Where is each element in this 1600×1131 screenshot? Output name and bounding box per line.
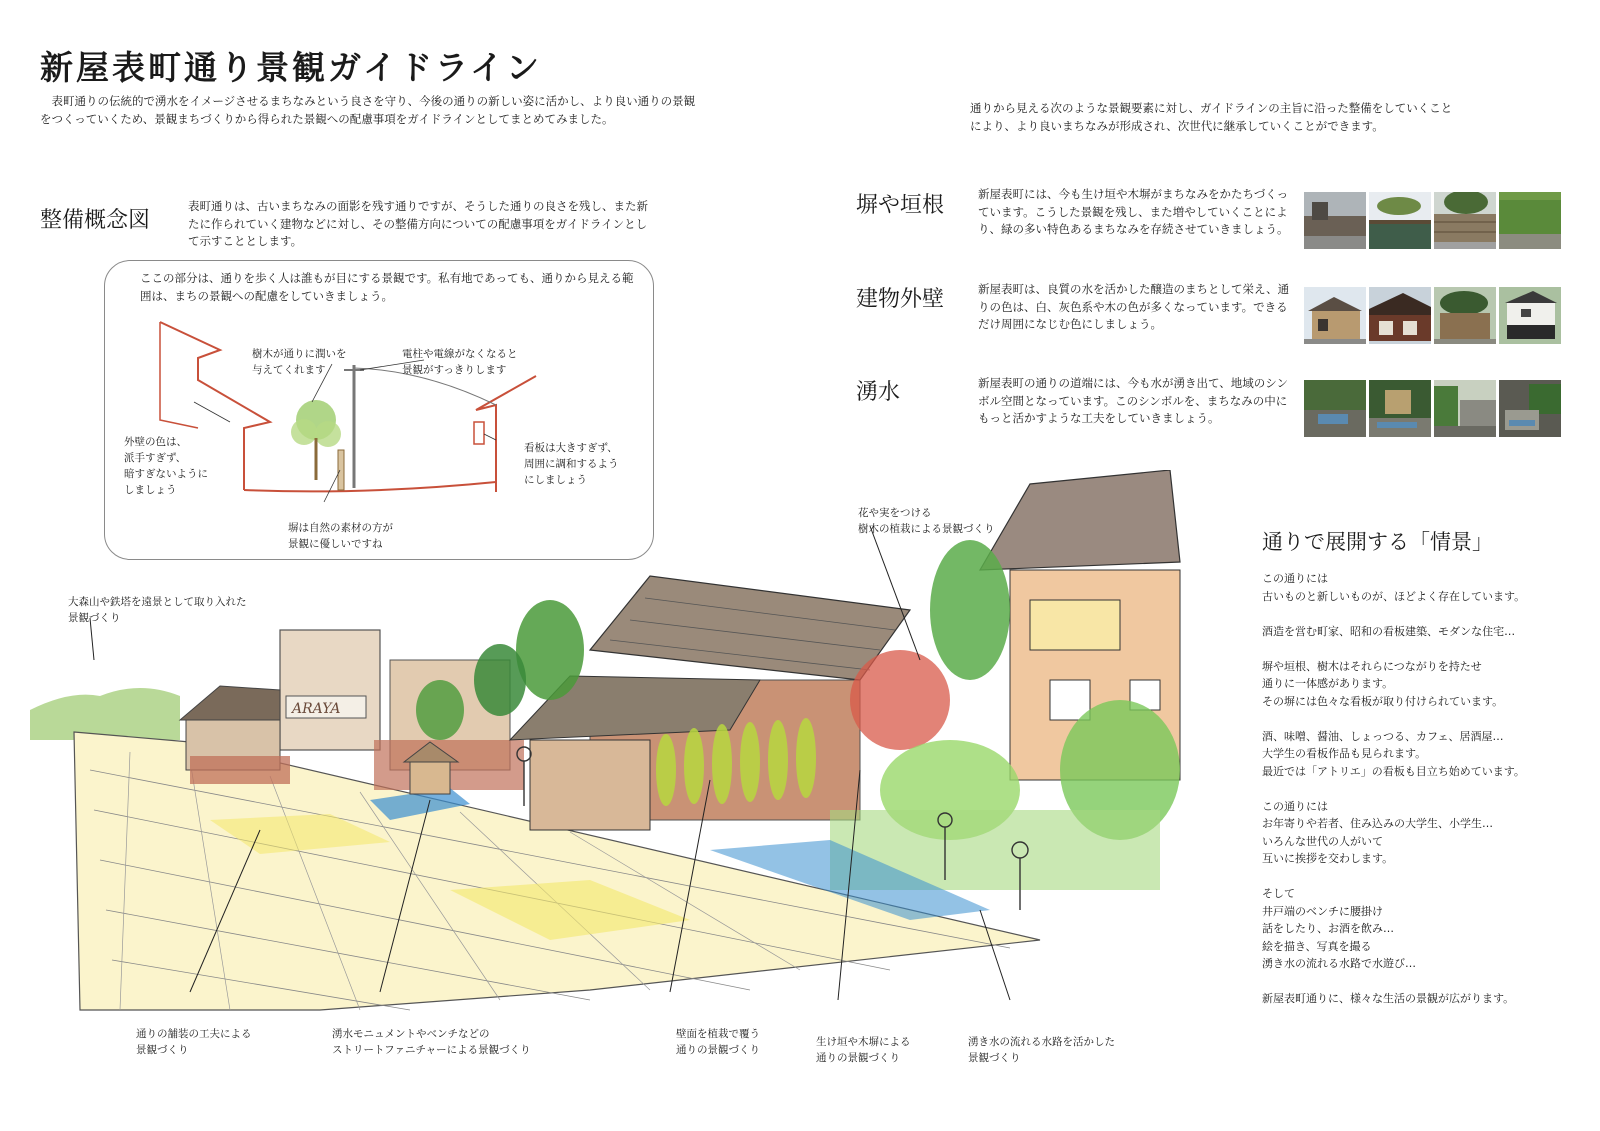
label-flower: 花や実をつける 樹木の植栽による景観づくり [858,507,995,535]
note-tree: 樹木が通りに潤いを 与えてくれます [252,348,347,376]
traditional-house-roof [590,576,910,680]
scenery-line: 塀や垣根、樹木はそれらにつながりを持たせ [1262,659,1482,673]
note-wall: 外壁の色は、 派手すぎず、 暗すぎないように しましょう [124,436,208,496]
label-mountain: 大森山や鉄塔を遠景として取り入れた 景観づくり [68,596,247,624]
scenery-paragraph [1262,570,1582,605]
scenery-line: 古いものと新しいものが、ほどよく存在しています。 [1262,589,1526,603]
spring-monument [410,760,450,794]
photo-row-exterior [1304,287,1561,344]
scenery-line: そして [1262,887,1295,900]
note-fence: 塀は自然の素材の方が 景観に優しいですね [288,522,393,550]
scenery-text [1262,570,1582,1025]
photo-exterior-2 [1369,287,1431,344]
photo-spring-2 [1369,380,1431,437]
scenery-line: いろんな世代の人がいて [1262,834,1383,848]
photo-row-spring [1304,380,1561,437]
photo-spring-3 [1434,380,1496,437]
signboard [474,422,484,444]
scenery-paragraph [1262,728,1582,781]
scenery-line: その塀には色々な看板が取り付けられています。 [1262,694,1504,708]
street-sketch [30,470,1210,1030]
photo-fence-2 [1369,192,1431,249]
page-title: 新屋表町通り景観ガイドライン [40,48,543,87]
element-heading-exterior: 建物外壁 [856,287,945,312]
photo-exterior-4 [1499,287,1561,344]
intro-text: 表町通りの伝統的で湧水をイメージさせるまちなみという良さを守り、今後の通りの新しい姿に活かし、より良い通りの景観をつくっていくため、景観まちづくりから得られた景観への配慮事項をガイドラインとしてまとめてみました。 [40,94,696,126]
scenery-line: 最近では「アトリエ」の看板も目立ち始めています。 [1262,764,1525,778]
intro-right-text: 通りから見える次のような景観要素に対し、ガイドラインの主旨に沿った整備をしていくことにより、より良いまちなみが形成され、次世代に継承していくことができます。 [970,101,1453,133]
scenery-line: 酒、味噌、醤油、しょっつる、カフェ、居酒屋… [1262,729,1504,743]
scenery-line: 井戸端のベンチに腰掛け [1262,904,1383,918]
photo-row-fence [1304,192,1561,249]
wooden-fence [190,756,290,784]
scenery-line: 新屋表町通りに、様々な生活の景観が広がります。 [1262,992,1515,1005]
scenery-line: 酒造を営む町家、昭和の看板建築、モダンな住宅… [1262,624,1516,638]
scenery-line: 絵を描き、写真を撮る [1262,939,1372,953]
concept-heading: 整備概念図 [40,208,151,233]
photo-spring-4 [1499,380,1561,437]
scenery-line: 通りに一体感があります。 [1262,677,1394,690]
modern-house-roof [980,470,1180,570]
photo-fence-4 [1499,192,1561,249]
scenery-line: この通りには [1262,572,1328,585]
photo-spring-1 [1304,380,1366,437]
scenery-paragraph [1262,798,1582,868]
small-house-roof [180,686,280,720]
photo-fence-3 [1434,192,1496,249]
araya-sign-text: ARAYA [292,701,341,717]
label-hedge: 生け垣や木塀による 通りの景観づくり [816,1036,911,1064]
scenery-paragraph [1262,623,1582,641]
scenery-paragraph [1262,990,1582,1008]
photo-exterior-1 [1304,287,1366,344]
left-shop [280,630,380,750]
label-wall-green: 壁面を植栽で覆う 通りの景観づくり [676,1028,760,1056]
scenery-line: 話をしたり、お酒を飲み… [1262,922,1394,935]
label-waterway: 湧き水の流れる水路を活かした 景観づくり [968,1036,1115,1064]
element-heading-spring: 湧水 [856,380,901,405]
label-monument: 湧水モニュメントやベンチなどの ストリートファニチャーによる景観づくり [332,1028,531,1056]
photo-exterior-3 [1434,287,1496,344]
concept-text: 表町通りは、古いまちなみの面影を残す通りですが、そうした通りの良さを残し、また新たに作られていく建物などに対し、その整備方向についての配慮事項をガイドラインとして示すこととします。 [188,199,648,248]
scenery-line: 湧き水の流れる水路で水遊び… [1262,957,1416,970]
scenery-heading: 通りで展開する「情景」 [1262,530,1493,554]
scenery-line: 互いに挨拶を交わします。 [1262,852,1394,865]
distant-hill [30,688,180,740]
note-pole: 電柱や電線がなくなると 景観がすっきりします [402,348,518,376]
concept-box-text: ここの部分は、通りを歩く人は誰もが目にする景観です。私有地であっても、通りから見える範囲は、まちの景観への配慮をしていきましょう。 [140,271,634,303]
element-text-spring: 新屋表町の通りの道端には、今も水が湧き出て、地域のシンボル空間となっています。このシンボルを、まちなみの中にもっと活かすような工夫をしていきましょう。 [978,376,1288,425]
scenery-line: この通りには [1262,799,1328,813]
scenery-line: お年寄りや若者、住み込みの大学生、小学生… [1262,817,1493,830]
label-paving: 通りの舗装の工夫による 景観づくり [136,1028,252,1056]
scenery-paragraph [1262,658,1582,711]
element-text-fence: 新屋表町には、今も生け垣や木塀がまちなみをかたちづくっています。こうした景観を残し、また増やしていくことにより、緑の多い特色あるまちなみを存続させていきましょう。 [978,187,1289,236]
scenery-paragraph [1262,885,1582,973]
note-sign: 看板は大きすぎず、 周囲に調和するよう にしましょう [524,442,619,486]
photo-fence-1 [1304,192,1366,249]
element-text-exterior: 新屋表町は、良質の水を活かした醸造のまちとして栄え、通りの色は、白、灰色系や木の色が多くなっています。できるだけ周囲になじむ色にしましょう。 [978,282,1290,331]
scenery-line: 大学生の看板作品も見られます。 [1262,747,1427,760]
element-heading-fence: 塀や垣根 [856,193,945,218]
